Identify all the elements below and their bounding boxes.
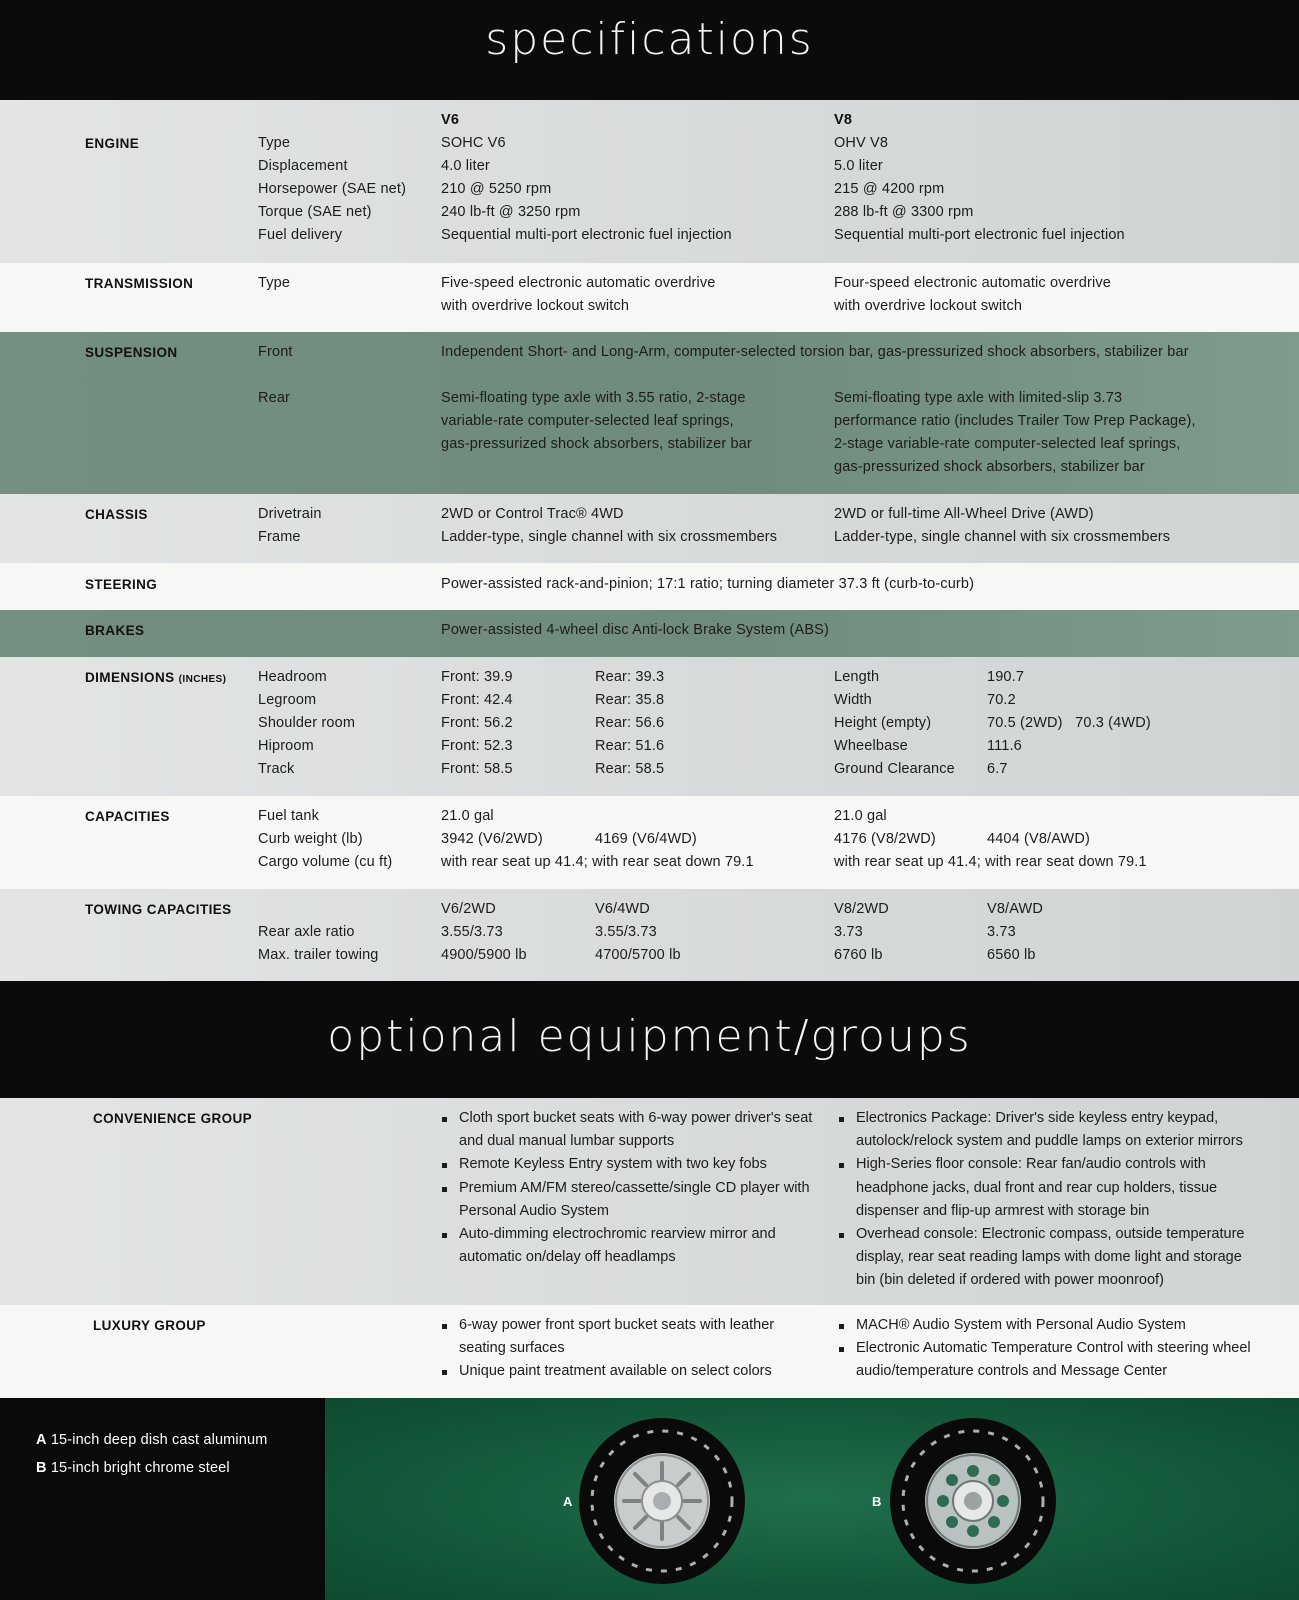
dimension-front: Front: 42.4 <box>441 692 513 708</box>
dimension-rear: Rear: 35.8 <box>595 692 665 708</box>
engine-label: Torque (SAE net) <box>258 204 372 220</box>
engine-v8-value: 5.0 liter <box>834 158 883 174</box>
luxury-group-section <box>0 1305 1299 1398</box>
engine-v6-value: Sequential multi-port electronic fuel injection <box>441 227 732 243</box>
towing-column-header: V8/2WD <box>834 901 889 917</box>
engine-v8-value: Sequential multi-port electronic fuel injection <box>834 227 1125 243</box>
towing-max: 4700/5700 lb <box>595 947 681 963</box>
transmission-v6-value: with overdrive lockout switch <box>441 298 630 314</box>
v6-curb-weight-4wd: 4169 (V6/4WD) <box>595 831 697 847</box>
steering-value: Power-assisted rack-and-pinion; 17:1 ratio; turning diameter 37.3 ft (curb-to-curb) <box>441 576 975 592</box>
brakes-value: Power-assisted 4-wheel disc Anti-lock Brake System (ABS) <box>441 622 829 638</box>
suspension-front-value: Independent Short- and Long-Arm, computer-selected torsion bar, gas-pressurized shock absorbers, stabilizer bar <box>441 344 1189 360</box>
list-item: Unique paint treatment available on select colors <box>437 1360 822 1383</box>
dimensions-title: DIMENSIONS <box>85 670 175 685</box>
v6-fuel-tank: 21.0 gal <box>441 808 494 824</box>
dimension-front: Front: 52.3 <box>441 738 513 754</box>
exterior-dimension-label: Ground Clearance <box>834 761 955 777</box>
exterior-dimension-value: 190.7 <box>987 669 1025 685</box>
towing-axle-ratio: 3.73 <box>987 924 1016 940</box>
dimension-label: Hiproom <box>258 738 314 754</box>
engine-v6-value: 4.0 liter <box>441 158 490 174</box>
list-item: Auto-dimming electrochromic rearview mirror and automatic on/delay off headlamps <box>437 1223 822 1269</box>
wheel-legend-text: 15-inch bright chrome steel <box>50 1460 230 1476</box>
v8-fuel-tank: 21.0 gal <box>834 808 887 824</box>
exterior-dimension-value: 111.6 <box>987 738 1022 754</box>
specifications-title-bar <box>0 0 1299 100</box>
chassis-v6-value: 2WD or Control Trac® 4WD <box>441 506 624 522</box>
engine-category: ENGINE <box>85 136 140 151</box>
suspension-front-label: Front <box>258 344 293 360</box>
towing-axle-ratio: 3.55/3.73 <box>595 924 657 940</box>
luxury-group-label: LUXURY GROUP <box>93 1318 206 1333</box>
v6-curb-weight-2wd: 3942 (V6/2WD) <box>441 831 543 847</box>
dimension-label: Legroom <box>258 692 317 708</box>
chassis-v8-value: Ladder-type, single channel with six crossmembers <box>834 529 1171 545</box>
luxury-right-list <box>834 1314 1264 1384</box>
suspension-rear-v6: variable-rate computer-selected leaf springs, <box>441 413 734 429</box>
dimension-rear: Rear: 56.6 <box>595 715 665 731</box>
transmission-v8-value: with overdrive lockout switch <box>834 298 1023 314</box>
convenience-right-list <box>834 1107 1264 1293</box>
list-item: MACH® Audio System with Personal Audio System <box>834 1314 1264 1337</box>
dimension-rear: Rear: 51.6 <box>595 738 665 754</box>
towing-column-header: V6/4WD <box>595 901 650 917</box>
towing-axle-ratio: 3.55/3.73 <box>441 924 503 940</box>
dimensions-category <box>85 666 226 691</box>
engine-v6-value: 210 @ 5250 rpm <box>441 181 552 197</box>
wheel-legend-text: 15-inch deep dish cast aluminum <box>50 1432 268 1448</box>
engine-label: Displacement <box>258 158 348 174</box>
v8-curb-weight-awd: 4404 (V8/AWD) <box>987 831 1090 847</box>
transmission-label: Type <box>258 275 291 291</box>
chassis-label: Drivetrain <box>258 506 322 522</box>
transmission-section <box>0 263 1299 332</box>
convenience-group-section <box>0 1098 1299 1305</box>
capacity-label: Fuel tank <box>258 808 319 824</box>
towing-max: 6760 lb <box>834 947 883 963</box>
wheels-legend-panel <box>0 1398 325 1600</box>
transmission-v8-value: Four-speed electronic automatic overdrive <box>834 275 1111 291</box>
towing-max: 6560 lb <box>987 947 1036 963</box>
wheel-legend-item <box>36 1457 230 1480</box>
brakes-category: BRAKES <box>85 623 145 638</box>
v6-column-header: V6 <box>441 112 460 128</box>
engine-v8-value: 288 lb-ft @ 3300 rpm <box>834 204 974 220</box>
chassis-section <box>0 494 1299 563</box>
luxury-left-list <box>437 1314 822 1384</box>
list-item: Overhead console: Electronic compass, outside temperature display, rear seat reading lamps with dome light and storage bin (bin deleted if ordered with power moonroof) <box>834 1223 1264 1293</box>
dimension-label: Track <box>258 761 295 777</box>
engine-v6-value: 240 lb-ft @ 3250 rpm <box>441 204 581 220</box>
suspension-rear-label: Rear <box>258 390 291 406</box>
exterior-dimension-label: Wheelbase <box>834 738 908 754</box>
exterior-dimension-label: Width <box>834 692 872 708</box>
v8-cargo-volume: with rear seat up 41.4; with rear seat down 79.1 <box>834 854 1147 870</box>
exterior-dimension-value: 70.5 (2WD) 70.3 (4WD) <box>987 715 1151 731</box>
suspension-rear-v8: 2-stage variable-rate computer-selected leaf springs, <box>834 436 1181 452</box>
dimension-front: Front: 58.5 <box>441 761 513 777</box>
optional-title-bar <box>0 981 1299 1098</box>
dimension-front: Front: 56.2 <box>441 715 513 731</box>
v6-cargo-volume: with rear seat up 41.4; with rear seat down 79.1 <box>441 854 754 870</box>
towing-column-header: V8/AWD <box>987 901 1043 917</box>
chassis-label: Frame <box>258 529 301 545</box>
capacity-label: Cargo volume (cu ft) <box>258 854 393 870</box>
engine-v6-value: SOHC V6 <box>441 135 506 151</box>
chassis-v8-value: 2WD or full-time All-Wheel Drive (AWD) <box>834 506 1094 522</box>
towing-category: TOWING CAPACITIES <box>85 902 232 917</box>
towing-column-header: V6/2WD <box>441 901 496 917</box>
wheel-legend-key: A <box>36 1432 47 1448</box>
suspension-rear-v6: gas-pressurized shock absorbers, stabilizer bar <box>441 436 752 452</box>
engine-section <box>0 100 1299 263</box>
dimension-label: Headroom <box>258 669 327 685</box>
dimensions-unit: (INCHES) <box>178 674 227 685</box>
wheel-b-image <box>888 1416 1058 1586</box>
towing-label: Max. trailer towing <box>258 947 379 963</box>
suspension-category: SUSPENSION <box>85 345 178 360</box>
specifications-title: specifications <box>485 14 814 65</box>
list-item: High-Series floor console: Rear fan/audio controls with headphone jacks, dual front and rear cup holders, tissue dispenser and flip-up armrest with storage bin <box>834 1153 1264 1223</box>
exterior-dimension-value: 70.2 <box>987 692 1016 708</box>
wheel-legend-item <box>36 1429 267 1452</box>
suspension-rear-v8: performance ratio (includes Trailer Tow Prep Package), <box>834 413 1196 429</box>
chassis-v6-value: Ladder-type, single channel with six crossmembers <box>441 529 778 545</box>
suspension-rear-v8: gas-pressurized shock absorbers, stabilizer bar <box>834 459 1145 475</box>
engine-label: Type <box>258 135 291 151</box>
optional-title: optional equipment/groups <box>327 1011 972 1062</box>
wheel-a-image <box>577 1416 747 1586</box>
towing-max: 4900/5900 lb <box>441 947 527 963</box>
engine-label: Fuel delivery <box>258 227 343 243</box>
v8-column-header: V8 <box>834 112 853 128</box>
towing-label: Rear axle ratio <box>258 924 355 940</box>
exterior-dimension-label: Height (empty) <box>834 715 932 731</box>
capacities-section <box>0 796 1299 889</box>
transmission-category: TRANSMISSION <box>85 276 194 291</box>
suspension-rear-v6: Semi-floating type axle with 3.55 ratio, 2-stage <box>441 390 746 406</box>
convenience-group-label: CONVENIENCE GROUP <box>93 1111 253 1126</box>
engine-label: Horsepower (SAE net) <box>258 181 407 197</box>
engine-v8-value: OHV V8 <box>834 135 889 151</box>
wheel-legend-key: B <box>36 1460 47 1476</box>
list-item: 6-way power front sport bucket seats with leather seating surfaces <box>437 1314 822 1360</box>
wheel-b-label: B <box>872 1494 882 1509</box>
dimensions-section <box>0 657 1299 796</box>
towing-section <box>0 889 1299 981</box>
engine-v8-value: 215 @ 4200 rpm <box>834 181 945 197</box>
capacities-category: CAPACITIES <box>85 809 170 824</box>
chassis-category: CHASSIS <box>85 507 148 522</box>
list-item: Premium AM/FM stereo/cassette/single CD player with Personal Audio System <box>437 1177 822 1223</box>
transmission-v6-value: Five-speed electronic automatic overdrive <box>441 275 716 291</box>
list-item: Remote Keyless Entry system with two key fobs <box>437 1153 822 1176</box>
dimension-front: Front: 39.9 <box>441 669 513 685</box>
wheel-a-label: A <box>563 1494 573 1509</box>
wheels-photo-panel <box>325 1398 1299 1600</box>
suspension-rear-v8: Semi-floating type axle with limited-slip 3.73 <box>834 390 1123 406</box>
dimension-label: Shoulder room <box>258 715 356 731</box>
steering-category: STEERING <box>85 577 158 592</box>
list-item: Electronic Automatic Temperature Control with steering wheel audio/temperature controls and Message Center <box>834 1337 1264 1383</box>
capacity-label: Curb weight (lb) <box>258 831 363 847</box>
v8-curb-weight-2wd: 4176 (V8/2WD) <box>834 831 936 847</box>
convenience-left-list <box>437 1107 822 1269</box>
exterior-dimension-label: Length <box>834 669 880 685</box>
dimension-rear: Rear: 39.3 <box>595 669 665 685</box>
list-item: Cloth sport bucket seats with 6-way power driver's seat and dual manual lumbar supports <box>437 1107 822 1153</box>
brakes-section <box>0 610 1299 657</box>
suspension-section <box>0 332 1299 494</box>
exterior-dimension-value: 6.7 <box>987 761 1008 777</box>
towing-axle-ratio: 3.73 <box>834 924 863 940</box>
steering-section <box>0 563 1299 610</box>
list-item: Electronics Package: Driver's side keyless entry keypad, autolock/relock system and puddle lamps on exterior mirrors <box>834 1107 1264 1153</box>
dimension-rear: Rear: 58.5 <box>595 761 665 777</box>
